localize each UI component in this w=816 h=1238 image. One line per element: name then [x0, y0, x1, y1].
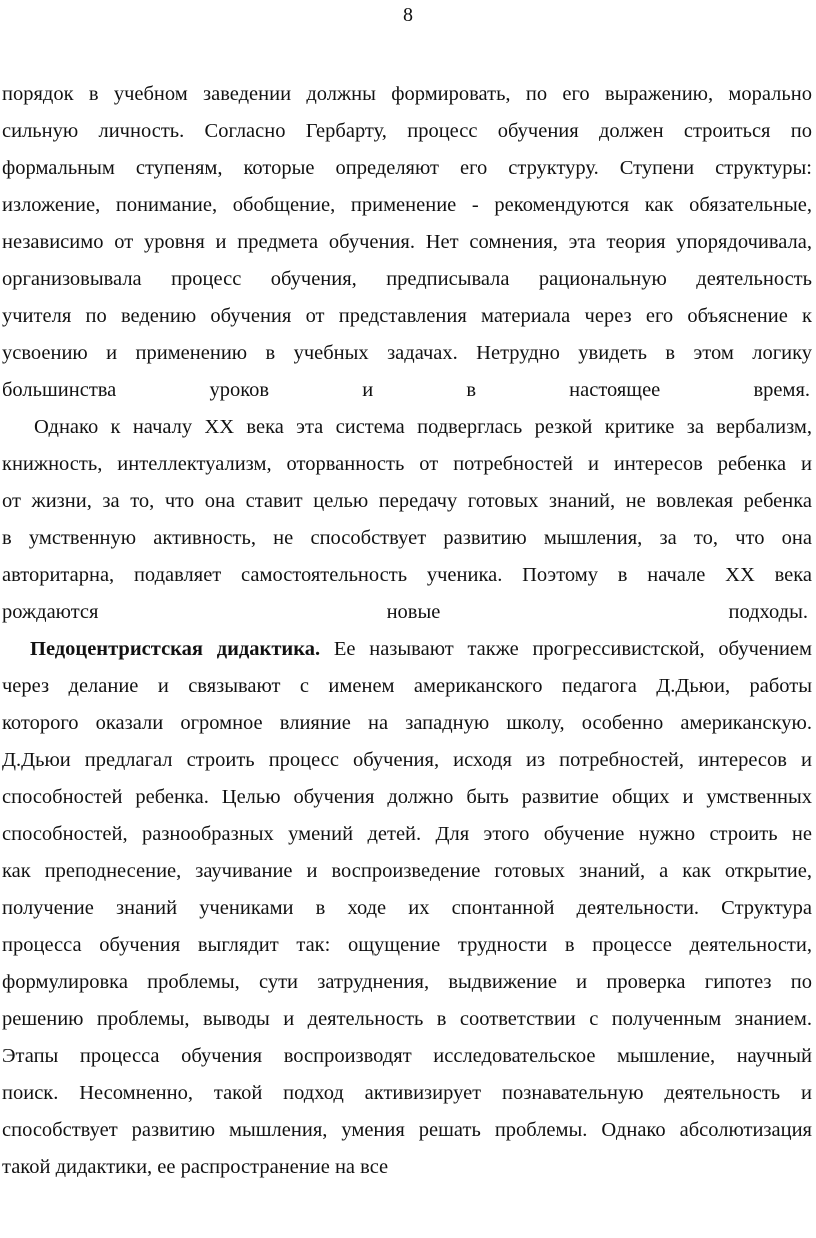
text-line: Д.Дьюи предлагал строить процесс обучения, исходя из потребностей, интересов и	[2, 749, 812, 771]
text-line: учителя по ведению обучения от представления материала через его объяснение к	[2, 305, 812, 327]
text-line: книжность, интеллектуализм, оторванность от потребностей и интересов ребенка и	[2, 453, 812, 475]
page-number: 8	[403, 4, 413, 26]
text-line: в умственную активность, не способствует развитию мышления, за то, что она	[2, 527, 812, 549]
text-line: поиск. Несомненно, такой подход активизирует познавательную деятельность и	[2, 1082, 812, 1104]
text-line: формулировка проблемы, сути затруднения, выдвижение и проверка гипотез по	[2, 971, 812, 993]
text-line: порядок в учебном заведении должны формировать, по его выражению, морально	[2, 83, 812, 105]
text-line: решению проблемы, выводы и деятельность в соответствии с полученным знанием.	[2, 1008, 812, 1030]
text-line: способностей ребенка. Целью обучения должно быть развитие общих и умственных	[2, 786, 812, 808]
text-line: через делание и связывают с именем американского педагога Д.Дьюи, работы	[2, 675, 812, 697]
text-line: сильную личность. Согласно Гербарту, процесс обучения должен строиться по	[2, 120, 812, 142]
text-line: Этапы процесса обучения воспроизводят исследовательское мышление, научный	[2, 1045, 812, 1067]
text-line: большинства уроков и в настоящее время.	[2, 379, 810, 401]
text-line: получение знаний учениками в ходе их спонтанной деятельности. Структура	[2, 897, 812, 919]
text-line: организовывала процесс обучения, предписывала рациональную деятельность	[2, 268, 812, 290]
text-span: Ее называют также прогрессивистской, обучением	[333, 638, 812, 660]
text-line: формальным ступеням, которые определяют его структуру. Ступени структуры:	[2, 157, 812, 179]
text-line: способствует развитию мышления, умения решать проблемы. Однако абсолютизация	[2, 1119, 812, 1141]
text-line: такой дидактики, ее распространение на все	[2, 1156, 389, 1178]
text-line: рождаются новые подходы.	[2, 601, 808, 623]
text-line: Однако к началу XX века эта система подверглась резкой критике за вербализм,	[34, 416, 812, 438]
text-line: изложение, понимание, обобщение, применение - рекомендуются как обязательные,	[2, 194, 812, 216]
section-heading: Педоцентристская дидактика.	[30, 638, 321, 660]
text-line	[0, 636, 816, 662]
text-line: независимо от уровня и предмета обучения. Нет сомнения, эта теория упорядочивала,	[2, 231, 812, 253]
text-line: как преподнесение, заучивание и воспроизведение готовых знаний, а как открытие,	[2, 860, 812, 882]
text-line: процесса обучения выглядит так: ощущение трудности в процессе деятельности,	[2, 934, 812, 956]
text-line: способностей, разнообразных умений детей. Для этого обучение нужно строить не	[2, 823, 812, 845]
text-line: усвоению и применению в учебных задачах. Нетрудно увидеть в этом логику	[2, 342, 812, 364]
text-line: которого оказали огромное влияние на западную школу, особенно американскую.	[2, 712, 812, 734]
text-line: от жизни, за то, что она ставит целью передачу готовых знаний, не вовлекая ребенка	[2, 490, 812, 512]
text-line: авторитарна, подавляет самостоятельность ученика. Поэтому в начале XX века	[2, 564, 812, 586]
